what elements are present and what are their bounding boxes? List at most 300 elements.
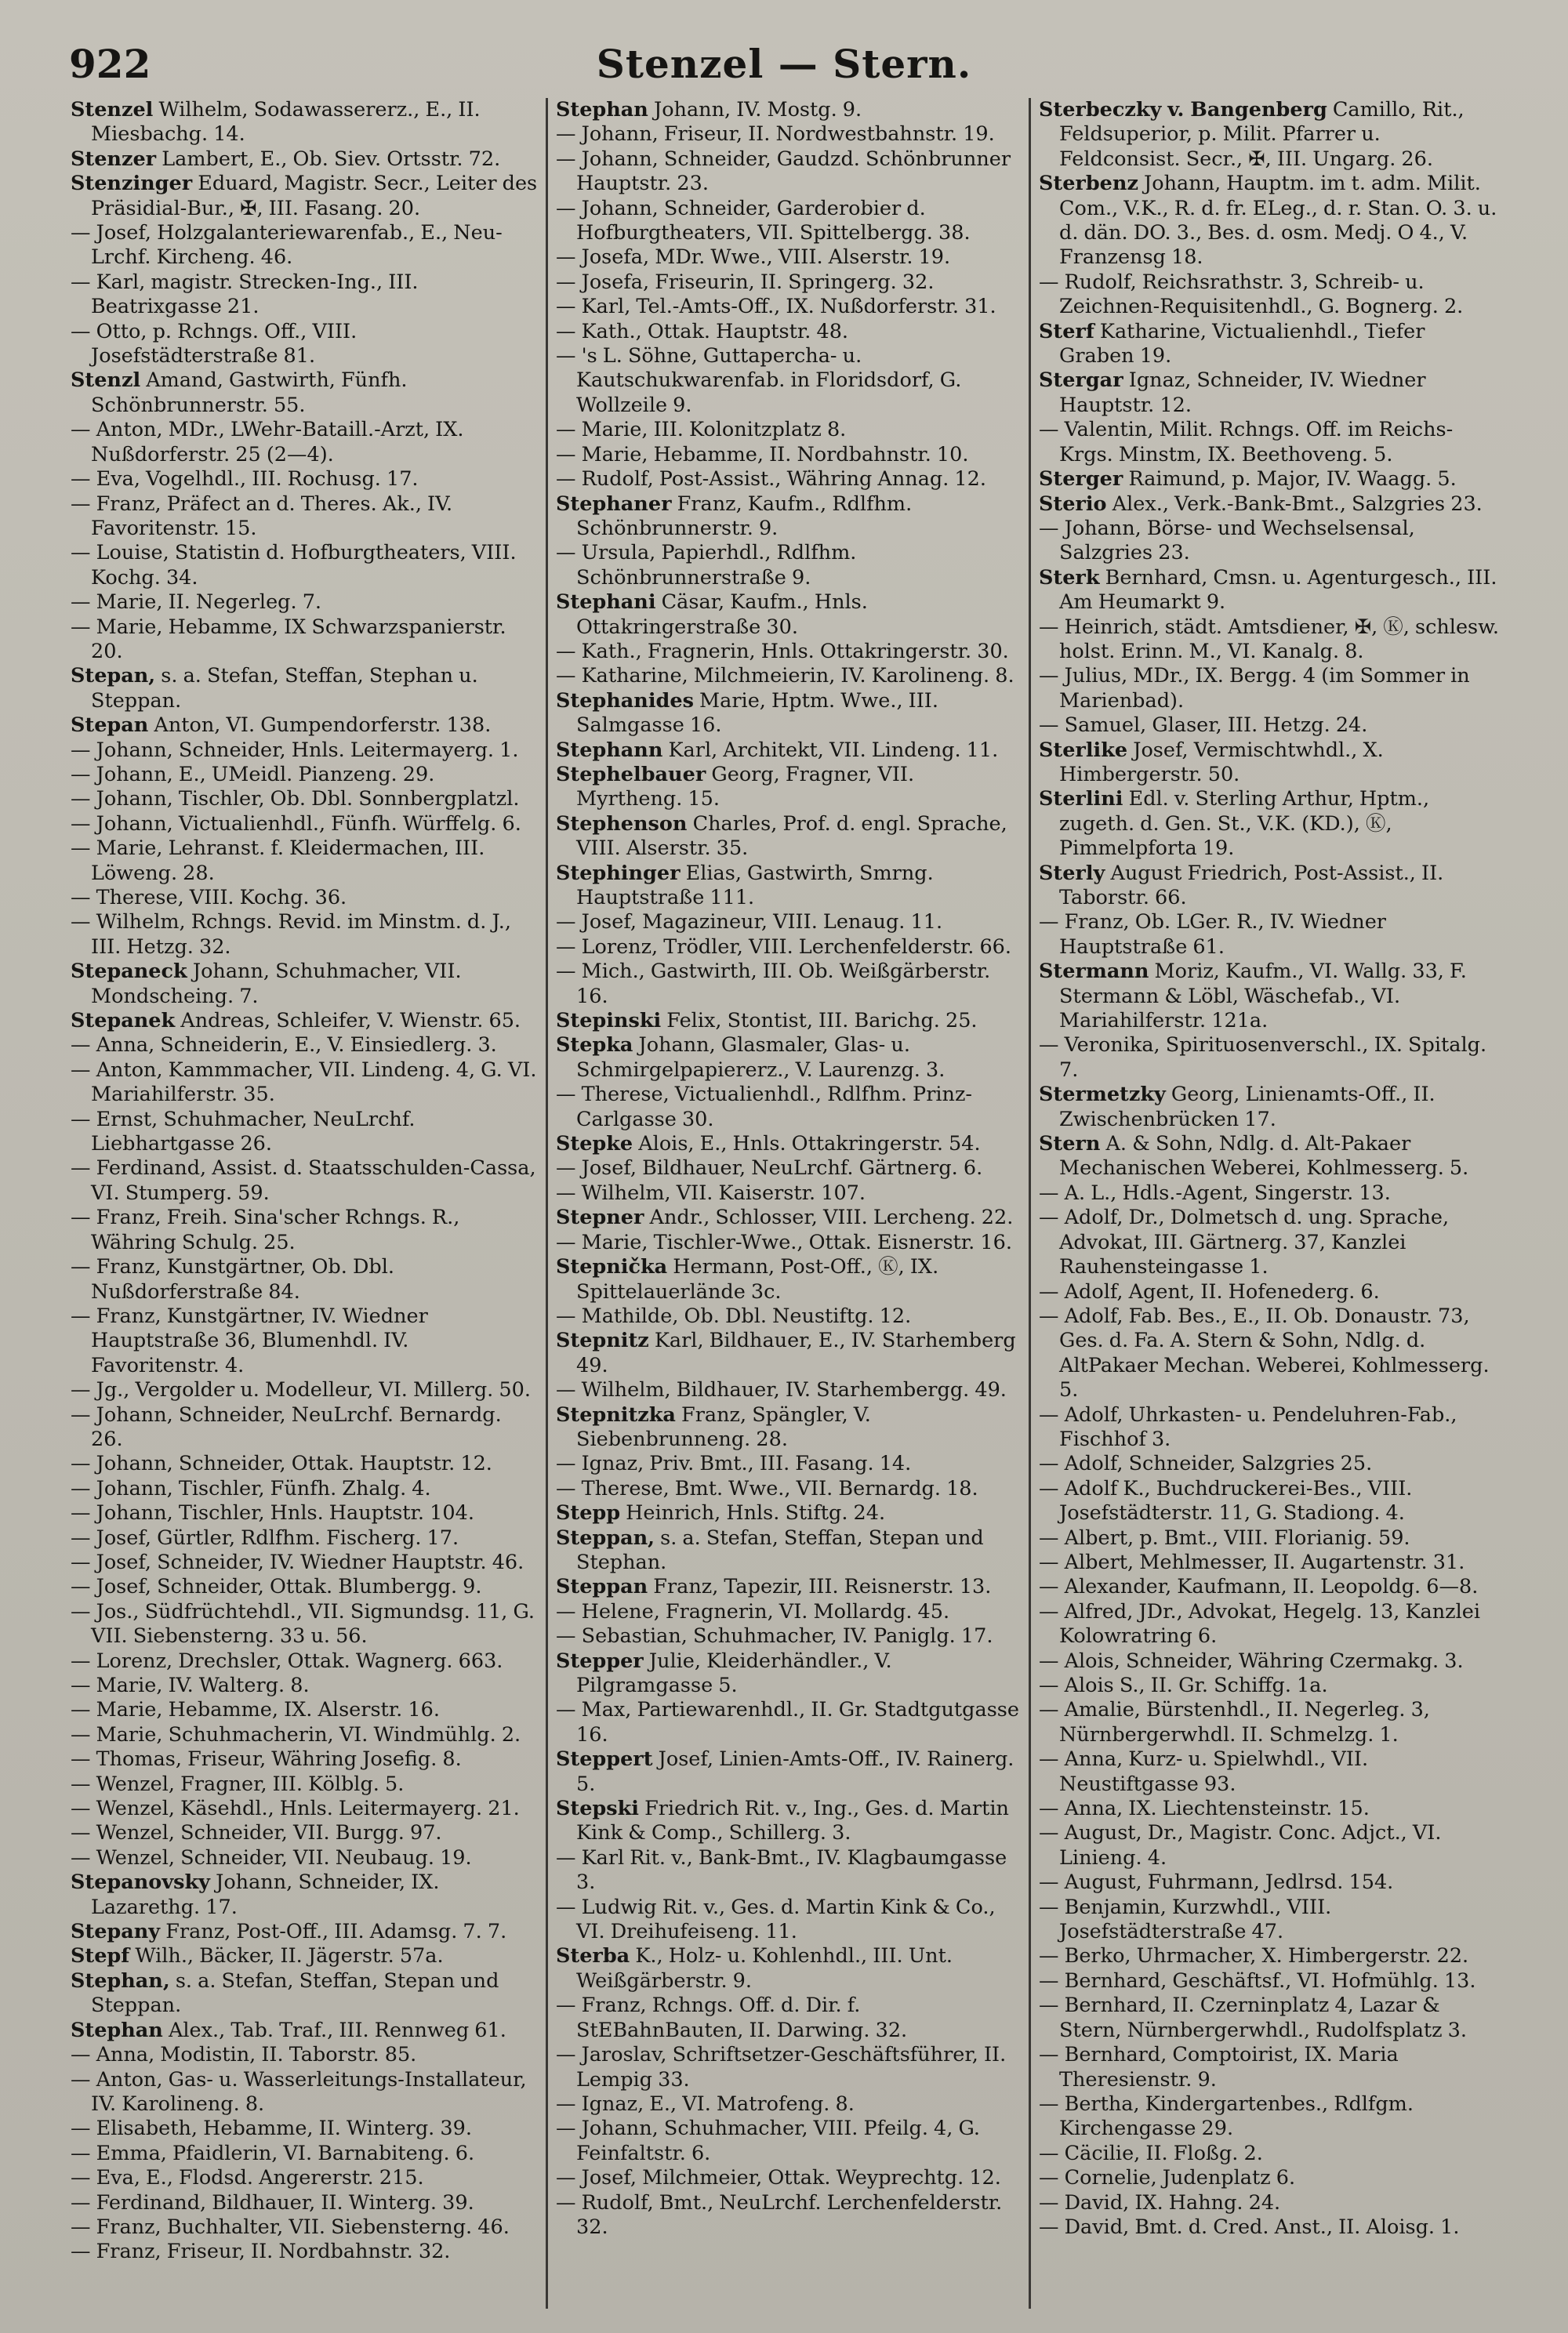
entry-surname: Stepan <box>71 713 149 738</box>
entry-surname: Stepnička <box>556 1255 668 1279</box>
entry-details: — Max, Partiewarenhdl., II. Gr. Stadtgutgasse 16. <box>556 1698 1019 1747</box>
entry-details: — Anna, IX. Liechtensteinstr. 15. <box>1039 1797 1370 1821</box>
entry-details: — Cornelie, Judenplatz 6. <box>1039 2166 1296 2190</box>
directory-entry <box>1039 1304 1504 1403</box>
directory-entry <box>556 1896 1021 1945</box>
directory-entry <box>71 886 538 910</box>
directory-entry <box>71 812 538 836</box>
entry-details: — Franz, Freih. Sina'scher Rchngs. R., Währing Schulg. 25. <box>71 1206 460 1254</box>
entry-details: — 's L. Söhne, Guttapercha- u. Kautschukwarenfab. in Floridsdorf, G. Wollzeile 9. <box>556 344 962 417</box>
entry-details: — Adolf, Uhrkasten- u. Pendeluhren-Fab., Fischhof 3. <box>1039 1402 1457 1451</box>
directory-entry <box>71 2019 538 2043</box>
directory-entry <box>556 1846 1021 1896</box>
entry-details: — Emma, Pfaidlerin, VI. Barnabiteng. 6. <box>71 2141 475 2165</box>
entry-details: — Rudolf, Reichsrathstr. 3, Schreib- u. Zeichnen-Requisitenhdl., G. Bognerg. 2. <box>1039 270 1464 319</box>
entry-details: — Mathilde, Ob. Dbl. Neustiftg. 12. <box>556 1304 912 1328</box>
directory-entry <box>71 738 538 763</box>
directory-entry <box>1039 960 1504 1033</box>
directory-entry <box>556 1009 1021 1033</box>
directory-entry <box>556 245 1021 270</box>
directory-entry <box>1039 1674 1504 1698</box>
entry-details: August Friedrich, Post-Assist., II. Taborstr. 66. <box>1059 861 1444 909</box>
entry-surname: Stepf <box>71 1944 130 1968</box>
directory-entry <box>1039 368 1504 418</box>
directory-entry <box>556 1944 1021 1994</box>
directory-entry <box>1039 1526 1504 1551</box>
entry-details: Elias, Gastwirth, Smrng. Hauptstraße 111. <box>576 861 934 909</box>
text-columns <box>63 98 1513 2309</box>
entry-surname: Stepanek <box>71 1009 176 1033</box>
directory-entry <box>1039 1083 1504 1132</box>
entry-surname: Sterio <box>1039 492 1107 516</box>
directory-entry <box>556 689 1021 738</box>
directory-entry <box>71 1920 538 1944</box>
entry-details: — Veronika, Spirituosenverschl., IX. Spitalg. 7. <box>1039 1033 1487 1082</box>
directory-entry <box>1039 1649 1504 1674</box>
directory-entry <box>556 1526 1021 1576</box>
directory-entry <box>71 910 538 960</box>
directory-entry <box>556 1403 1021 1453</box>
entry-details: — Albert, p. Bmt., VIII. Florianig. 59. <box>1039 1526 1410 1550</box>
entry-details: — Bernhard, Geschäftsf., VI. Hofmühlg. 13. <box>1039 1968 1476 1993</box>
entry-details: Karl, Architekt, VII. Lindeng. 11. <box>662 738 999 762</box>
directory-entry <box>1039 2092 1504 2142</box>
entry-surname: Stepaneck <box>71 960 187 984</box>
entry-surname: Stepner <box>556 1206 644 1230</box>
directory-entry <box>71 1797 538 1821</box>
entry-details: — Marie, Hebamme, IX Schwarzspanierstr. 20. <box>71 615 506 663</box>
page-number: 922 <box>69 41 151 87</box>
entry-surname: Stephan <box>71 2018 163 2042</box>
directory-entry <box>71 1452 538 1476</box>
directory-entry <box>71 1403 538 1453</box>
directory-entry <box>556 467 1021 492</box>
directory-entry <box>556 2117 1021 2166</box>
entry-details: — Josefa, Friseurin, II. Springerg. 32. <box>556 270 935 294</box>
entry-surname: Sterk <box>1039 565 1100 590</box>
entry-details: — Marie, Tischler-Wwe., Ottak. Eisnerstr. 16. <box>556 1230 1012 1254</box>
directory-entry <box>1039 172 1504 270</box>
directory-entry <box>71 1156 538 1206</box>
entry-surname: Stermann <box>1039 960 1149 984</box>
entry-surname: Stephenson <box>556 811 688 836</box>
directory-entry <box>1039 418 1504 467</box>
directory-entry <box>71 1304 538 1378</box>
directory-entry <box>1039 1600 1504 1649</box>
entry-details: — Wilhelm, VII. Kaiserstr. 107. <box>556 1181 866 1205</box>
directory-entry <box>1039 467 1504 492</box>
directory-entry <box>71 147 538 172</box>
directory-entry <box>556 320 1021 344</box>
directory-entry <box>71 664 538 713</box>
directory-entry <box>71 1821 538 1845</box>
entry-details: — Amalie, Bürstenhdl., II. Negerleg. 3, Nürnbergerwhdl. II. Schmelzg. 1. <box>1039 1698 1430 1747</box>
directory-entry <box>71 763 538 787</box>
entry-details: — Adolf, Agent, II. Hofenederg. 6. <box>1039 1279 1380 1304</box>
entry-details: Charles, Prof. d. engl. Sprache, VIII. Alserstr. 35. <box>576 811 1007 861</box>
entry-details: — Johann, Schneider, Garderobier d. Hofburgtheaters, VII. Spittelbergg. 38. <box>556 196 971 245</box>
entry-details: Wilhelm, Sodawassererz., E., II. Miesbachg. 14. <box>91 98 481 147</box>
directory-entry <box>1039 787 1504 861</box>
directory-entry <box>556 147 1021 197</box>
directory-entry <box>1039 2191 1504 2215</box>
directory-entry <box>556 664 1021 688</box>
entry-details: Johann, Glasmaler, Glas- u. Schmirgelpapiererz., V. Laurenzg. 3. <box>576 1033 946 1082</box>
entry-details: Friedrich Rit. v., Ing., Ges. d. Martin Kink & Comp., Schillerg. 3. <box>576 1797 1009 1845</box>
entry-details: — Franz, Kunstgärtner, IV. Wiedner Hauptstraße 36, Blumenhdl. IV. Favoritenstr. 4. <box>71 1304 428 1377</box>
entry-details: s. a. Stefan, Steffan, Stepan und Stephan. <box>576 1526 984 1574</box>
entry-details: — Johann, Schneider, Ottak. Hauptstr. 12. <box>71 1452 492 1476</box>
entry-details: — Wenzel, Schneider, VII. Neubaug. 19. <box>71 1845 472 1870</box>
entry-details: — Josef, Schneider, Ottak. Blumbergg. 9. <box>71 1575 482 1599</box>
entry-surname: Stephann <box>556 738 663 762</box>
entry-surname: Stenzl <box>71 368 141 393</box>
directory-entry <box>556 197 1021 246</box>
directory-entry <box>1039 1870 1504 1895</box>
entry-details: Josef, Linien-Amts-Off., IV. Rainerg. 5. <box>576 1747 1014 1796</box>
entry-details: — Albert, Mehlmesser, II. Augartenstr. 31. <box>1039 1550 1465 1574</box>
directory-entry <box>1039 862 1504 911</box>
directory-entry <box>1039 1896 1504 1945</box>
entry-surname: Stepke <box>556 1132 633 1156</box>
entry-surname: Sterbenz <box>1039 172 1138 196</box>
entry-surname: Stephan <box>556 98 648 122</box>
directory-entry <box>71 368 538 418</box>
entry-details: — Lorenz, Drechsler, Ottak. Wagnerg. 663. <box>71 1649 503 1673</box>
entry-details: — Alfred, JDr., Advokat, Hegelg. 13, Kanzlei Kolowratring 6. <box>1039 1599 1481 1649</box>
entry-details: — Anton, MDr., LWehr-Bataill.-Arzt, IX. Nußdorferstr. 25 (2—4). <box>71 418 464 466</box>
directory-entry <box>71 1501 538 1526</box>
entry-details: — Therese, Victualienhdl., Rdlfhm. Prinz-Carlgasse 30. <box>556 1083 973 1131</box>
directory-entry <box>71 492 538 542</box>
entry-details: — Wilhelm, Bildhauer, IV. Starhembergg. 49. <box>556 1378 1007 1402</box>
entry-details: A. & Sohn, Ndlg. d. Alt-Pakaer Mechanischen Weberei, Kohlmesserg. 5. <box>1059 1132 1469 1181</box>
directory-entry <box>1039 1477 1504 1526</box>
directory-entry <box>1039 1821 1504 1870</box>
entry-details: — Jaroslav, Schriftsetzer-Geschäftsführer, II. Lempig 33. <box>556 2043 1007 2092</box>
entry-details: — August, Dr., Magistr. Conc. Adjct., VI. Linieng. 4. <box>1039 1821 1442 1870</box>
entry-surname: Stermetzky <box>1039 1083 1166 1107</box>
entry-details: Johann, Hauptm. im t. adm. Milit. Com., V.K., R. d. fr. ELeg., d. r. Stan. O. 3. u. d. dän. DO. 3., Bes. d. osm. Medj. O 4., V. Franzensg 18. <box>1059 172 1497 270</box>
entry-details: — Valentin, Milit. Rchngs. Off. im Reichs-Krgs. Minstm, IX. Beethoveng. 5. <box>1039 418 1454 466</box>
directory-entry <box>71 960 538 1009</box>
entry-details: — Marie, II. Negerleg. 7. <box>71 590 322 615</box>
entry-details: Josef, Vermischtwhdl., X. Himbergerstr. 50. <box>1059 738 1384 786</box>
entry-details: — Franz, Präfect an d. Theres. Ak., IV. Favoritenstr. 15. <box>71 492 453 540</box>
entry-details: Bernhard, Cmsn. u. Agenturgesch., III. Am Heumarkt 9. <box>1059 565 1497 615</box>
directory-entry <box>71 1870 538 1920</box>
directory-entry <box>556 2092 1021 2117</box>
directory-entry <box>71 467 538 492</box>
directory-entry <box>556 1083 1021 1132</box>
entry-surname: Stepany <box>71 1920 161 1944</box>
directory-entry <box>1039 492 1504 517</box>
entry-details: — Ignaz, E., VI. Matrofeng. 8. <box>556 2092 855 2116</box>
entry-surname: Stenzinger <box>71 172 193 196</box>
directory-entry <box>556 1304 1021 1329</box>
directory-entry <box>71 2117 538 2141</box>
entry-details: — Josef, Bildhauer, NeuLrchf. Gärtnerg. 6. <box>556 1156 983 1181</box>
directory-entry <box>1039 566 1504 615</box>
directory-entry <box>71 1674 538 1698</box>
entry-details: — Alois, Schneider, Währing Czermakg. 3. <box>1039 1649 1464 1673</box>
entry-surname: Sterger <box>1039 467 1123 492</box>
directory-entry <box>71 541 538 590</box>
directory-entry <box>71 1969 538 2019</box>
entry-details: Camillo, Rit., Feldsuperior, p. Milit. Pfarrer u. Feldconsist. Secr., ✠, III. Ungarg. 26. <box>1059 98 1465 171</box>
entry-details: — Ludwig Rit. v., Ges. d. Martin Kink & Co., VI. Dreihufeiseng. 11. <box>556 1895 996 1944</box>
entry-details: — Johann, Schneider, Gaudzd. Schönbrunner Hauptstr. 23. <box>556 147 1011 196</box>
directory-entry <box>556 1255 1021 1304</box>
directory-entry <box>556 2191 1021 2240</box>
directory-entry <box>556 492 1021 542</box>
entry-details: — Marie, IV. Walterg. 8. <box>71 1674 310 1697</box>
entry-details: — Mich., Gastwirth, III. Ob. Weißgärberstr. 16. <box>556 960 991 1008</box>
entry-details: Katharine, Victualienhdl., Tiefer Graben 19. <box>1059 319 1425 368</box>
entry-details: — Wenzel, Käsehdl., Hnls. Leitermayerg. 21. <box>71 1797 520 1821</box>
entry-details: — Alexander, Kaufmann, II. Leopoldg. 6—8. <box>1039 1575 1479 1599</box>
entry-details: Karl, Bildhauer, E., IV. Starhemberg 49. <box>576 1329 1016 1377</box>
directory-entry <box>1039 98 1504 172</box>
directory-entry <box>556 1156 1021 1181</box>
entry-details: — Therese, Bmt. Wwe., VII. Bernardg. 18. <box>556 1476 978 1500</box>
directory-entry <box>1039 1994 1504 2043</box>
entry-surname: Stepper <box>556 1649 644 1673</box>
entry-surname: Stepinski <box>556 1009 662 1033</box>
directory-entry <box>71 270 538 320</box>
entry-surname: Stepp <box>556 1501 621 1526</box>
entry-details: — Josefa, MDr. Wwe., VIII. Alserstr. 19. <box>556 245 951 270</box>
directory-entry <box>556 2166 1021 2190</box>
directory-entry <box>556 1206 1021 1230</box>
entry-details: — Adolf, Dr., Dolmetsch d. ung. Sprache, Advokat, III. Gärtnerg. 37, Kanzlei Rauhensteingasse 1. <box>1039 1206 1450 1279</box>
directory-entry <box>71 2068 538 2117</box>
entry-details: Franz, Kaufm., Rdlfhm. Schönbrunnerstr. 9. <box>576 492 913 540</box>
entry-surname: Stephelbauer <box>556 762 706 786</box>
entry-details: Alex., Tab. Traf., III. Rennweg 61. <box>162 2018 506 2042</box>
entry-details: Johann, Schuhmacher, VII. Mondscheing. 7. <box>91 960 462 1008</box>
directory-entry <box>1039 517 1504 566</box>
directory-entry <box>556 1698 1021 1747</box>
entry-surname: Sterba <box>556 1944 630 1968</box>
entry-details: — Franz, Buchhalter, VII. Siebensterng. 46. <box>71 2215 510 2239</box>
entry-details: — Alois S., II. Gr. Schiffg. 1a. <box>1039 1674 1328 1697</box>
directory-entry <box>1039 1747 1504 1797</box>
directory-entry <box>1039 1452 1504 1476</box>
directory-entry <box>71 1206 538 1255</box>
entry-details: Georg, Fragner, VII. Myrtheng. 15. <box>576 762 915 811</box>
entry-details: — Thomas, Friseur, Währing Josefig. 8. <box>71 1747 462 1772</box>
entry-details: Wilh., Bäcker, II. Jägerstr. 57a. <box>129 1944 444 1968</box>
entry-details: — Franz, Ob. LGer. R., IV. Wiedner Hauptstraße 61. <box>1039 910 1386 959</box>
directory-entry <box>556 122 1021 147</box>
entry-surname: Stern <box>1039 1132 1101 1156</box>
entry-surname: Stephinger <box>556 861 681 885</box>
entry-details: — Marie, Lehranst. f. Kleidermachen, III. Löweng. 28. <box>71 836 485 885</box>
entry-surname: Stephaner <box>556 492 672 516</box>
entry-details: — Wenzel, Fragner, III. Kölblg. 5. <box>71 1772 405 1796</box>
entry-surname: Stephan, <box>71 1968 170 1993</box>
entry-details: — Elisabeth, Hebamme, II. Winterg. 39. <box>71 2117 472 2141</box>
entry-surname: Sterly <box>1039 861 1105 885</box>
entry-details: — Jos., Südfrüchtehdl., VII. Sigmundsg. 11, G. VII. Siebensterng. 33 u. 56. <box>71 1599 535 1649</box>
directory-entry <box>556 910 1021 934</box>
directory-entry <box>556 418 1021 442</box>
directory-entry <box>1039 1698 1504 1747</box>
entry-details: — Bertha, Kindergartenbes., Rdlfgm. Kirchengasse 29. <box>1039 2092 1414 2141</box>
entry-details: — Franz, Rchngs. Off. d. Dir. f. StEBahnBauten, II. Darwing. 32. <box>556 1994 908 2042</box>
directory-entry <box>1039 910 1504 960</box>
entry-details: — Adolf, Fab. Bes., E., II. Ob. Donaustr. 73, Ges. d. Fa. A. Stern & Sohn, Ndlg. d. AltPakaer Mechan. Weberei, Kohlmesserg. 5. <box>1039 1304 1490 1402</box>
directory-entry <box>556 1575 1021 1599</box>
entry-details: — Ferdinand, Bildhauer, II. Winterg. 39. <box>71 2190 474 2215</box>
entry-surname: Stergar <box>1039 368 1123 393</box>
directory-entry <box>556 763 1021 812</box>
directory-entry <box>556 1033 1021 1083</box>
entry-details: — Josef, Schneider, IV. Wiedner Hauptstr. 46. <box>71 1550 524 1574</box>
entry-details: — Adolf K., Buchdruckerei-Bes., VIII. Josefstädterstr. 11, G. Stadiong. 4. <box>1039 1476 1413 1526</box>
entry-details: — Josef, Holzgalanteriewarenfab., E., Neu-Lrchf. Kircheng. 46. <box>71 221 503 270</box>
entry-details: Andr., Schlosser, VIII. Lercheng. 22. <box>644 1206 1014 1230</box>
directory-entry <box>1039 1575 1504 1599</box>
entry-details: Anton, VI. Gumpendorferstr. 138. <box>148 713 492 738</box>
entry-surname: Stepan, <box>71 664 156 688</box>
directory-entry <box>556 1477 1021 1501</box>
entry-details: — Josef, Magazineur, VIII. Lenaug. 11. <box>556 910 943 934</box>
entry-details: Hermann, Post-Off., Ⓚ, IX. Spittelauerlände 3c. <box>576 1255 939 1304</box>
column-right <box>1029 98 1512 2309</box>
entry-surname: Stenzer <box>71 147 157 171</box>
directory-entry <box>71 2191 538 2215</box>
entry-details: — Rudolf, Bmt., NeuLrchf. Lerchenfelderstr. 32. <box>556 2190 1003 2239</box>
directory-entry <box>556 1329 1021 1378</box>
entry-surname: Stephanides <box>556 688 694 713</box>
directory-entry <box>1039 2142 1504 2166</box>
entry-details: — David, IX. Hahng. 24. <box>1039 2190 1281 2215</box>
entry-surname: Steppan, <box>556 1526 655 1550</box>
entry-details: Julie, Kleiderhändler., V. Pilgramgasse 5. <box>576 1649 892 1697</box>
directory-entry <box>556 960 1021 1009</box>
directory-entry <box>1039 320 1504 369</box>
directory-entry <box>556 1452 1021 1476</box>
entry-details: — Julius, MDr., IX. Bergg. 4 (im Sommer in Marienbad). <box>1039 664 1470 713</box>
entry-details: Moriz, Kaufm., VI. Wallg. 33, F. Stermann & Löbl, Wäschefab., VI. Mariahilferstr. 121a. <box>1059 960 1467 1033</box>
entry-details: s. a. Stefan, Steffan, Stephan u. Steppan. <box>91 664 478 713</box>
entry-details: — Johann, Friseur, II. Nordwestbahnstr. 19. <box>556 122 995 147</box>
entry-surname: Stephani <box>556 590 656 615</box>
directory-entry <box>71 1846 538 1870</box>
directory-entry <box>556 1181 1021 1206</box>
entry-details: Felix, Stontist, III. Barichg. 25. <box>661 1009 978 1033</box>
directory-entry <box>556 443 1021 467</box>
entry-details: Lambert, E., Ob. Siev. Ortsstr. 72. <box>156 147 501 171</box>
entry-details: — Josef, Gürtler, Rdlfhm. Fischerg. 17. <box>71 1526 459 1550</box>
directory-entry <box>1039 1944 1504 1968</box>
entry-details: — Marie, Hebamme, II. Nordbahnstr. 10. <box>556 442 969 466</box>
directory-entry <box>71 2142 538 2166</box>
page-header <box>63 38 1505 93</box>
directory-entry <box>71 1944 538 1968</box>
directory-entry <box>556 344 1021 418</box>
directory-entry <box>1039 1280 1504 1304</box>
directory-entry <box>71 1378 538 1402</box>
entry-details: — Marie, Schuhmacherin, VI. Windmühlg. 2. <box>71 1722 521 1747</box>
column-middle <box>546 98 1029 2309</box>
entry-details: Heinrich, Hnls. Stiftg. 24. <box>620 1501 886 1526</box>
directory-entry <box>71 2043 538 2067</box>
entry-details: — Johann, E., UMeidl. Pianzeng. 29. <box>71 762 435 786</box>
directory-entry <box>71 2215 538 2240</box>
directory-entry <box>71 1108 538 1157</box>
directory-entry <box>71 787 538 811</box>
directory-entry <box>71 418 538 467</box>
entry-details: — Wilhelm, Rchngs. Revid. im Minstm. d. J., III. Hetzg. 32. <box>71 910 511 959</box>
entry-details: Edl. v. Sterling Arthur, Hptm., zugeth. d. Gen. St., V.K. (KD.), Ⓚ, Pimmelpforta 19. <box>1059 787 1430 861</box>
directory-entry <box>556 1994 1021 2043</box>
directory-entry <box>556 862 1021 911</box>
directory-entry <box>71 1600 538 1649</box>
directory-entry <box>71 1649 538 1674</box>
entry-details: — Johann, Tischler, Hnls. Hauptstr. 104. <box>71 1501 474 1526</box>
directory-entry <box>556 2043 1021 2092</box>
directory-entry <box>1039 664 1504 713</box>
entry-details: — Eva, E., Flodsd. Angererstr. 215. <box>71 2166 424 2190</box>
entry-details: — Jg., Vergolder u. Modelleur, VI. Millerg. 50. <box>71 1378 531 1402</box>
directory-entry <box>1039 2043 1504 2092</box>
directory-entry <box>556 1600 1021 1624</box>
entry-details: — Bernhard, II. Czerninplatz 4, Lazar & Stern, Nürnbergerwhdl., Rudolfsplatz 3. <box>1039 1994 1468 2042</box>
entry-details: — Eva, Vogelhdl., III. Rochusg. 17. <box>71 467 419 492</box>
directory-entry <box>1039 1551 1504 1575</box>
entry-details: — A. L., Hdls.-Agent, Singerstr. 13. <box>1039 1181 1391 1205</box>
directory-entry <box>71 615 538 665</box>
column-left <box>63 98 546 2309</box>
directory-entry <box>71 1033 538 1058</box>
entry-details: — Johann, Tischler, Ob. Dbl. Sonnbergplatzl. <box>71 787 520 811</box>
entry-details: Cäsar, Kaufm., Hnls. Ottakringerstraße 30. <box>576 590 868 639</box>
entry-details: Amand, Gastwirth, Fünfh. Schönbrunnerstr. 55. <box>91 368 408 417</box>
directory-entry <box>71 1526 538 1551</box>
directory-entry <box>1039 2215 1504 2240</box>
entry-surname: Sterbeczky v. Bangenberg <box>1039 98 1327 122</box>
entry-details: K., Holz- u. Kohlenhdl., III. Unt. Weißgärberstr. 9. <box>576 1944 953 1993</box>
entry-details: — Ernst, Schuhmacher, NeuLrchf. Liebhartgasse 26. <box>71 1107 416 1156</box>
entry-details: Eduard, Magistr. Secr., Leiter des Präsidial-Bur., ✠, III. Fasang. 20. <box>91 172 538 220</box>
directory-entry <box>71 1747 538 1772</box>
directory-entry <box>556 1797 1021 1846</box>
entry-details: — Katharine, Milchmeierin, IV. Karolineng. 8. <box>556 664 1014 688</box>
directory-entry <box>556 270 1021 295</box>
entry-details: — Helene, Fragnerin, VI. Mollardg. 45. <box>556 1599 950 1624</box>
directory-entry <box>71 590 538 615</box>
directory-entry <box>1039 270 1504 320</box>
entry-surname: Steppan <box>556 1575 648 1599</box>
entry-details: — Adolf, Schneider, Salzgries 25. <box>1039 1452 1373 1476</box>
entry-details: Johann, Schneider, IX. Lazarethg. 17. <box>91 1870 440 1919</box>
directory-entry <box>71 221 538 270</box>
directory-entry <box>556 590 1021 640</box>
directory-entry <box>71 1477 538 1501</box>
directory-entry <box>1039 1797 1504 1821</box>
entry-surname: Stepnitzka <box>556 1402 676 1427</box>
entry-surname: Sterf <box>1039 319 1094 343</box>
entry-details: — Heinrich, städt. Amtsdiener, ✠, Ⓚ, schlesw. holst. Erinn. M., VI. Kanalg. 8. <box>1039 615 1500 663</box>
entry-details: — David, Bmt. d. Cred. Anst., II. Aloisg. 1. <box>1039 2215 1460 2239</box>
entry-details: Franz, Spängler, V. Siebenbrunneng. 28. <box>576 1402 871 1451</box>
directory-entry <box>1039 738 1504 788</box>
directory-entry <box>556 1132 1021 1156</box>
entry-details: Franz, Post-Off., III. Adamsg. 7. 7. <box>160 1920 507 1944</box>
